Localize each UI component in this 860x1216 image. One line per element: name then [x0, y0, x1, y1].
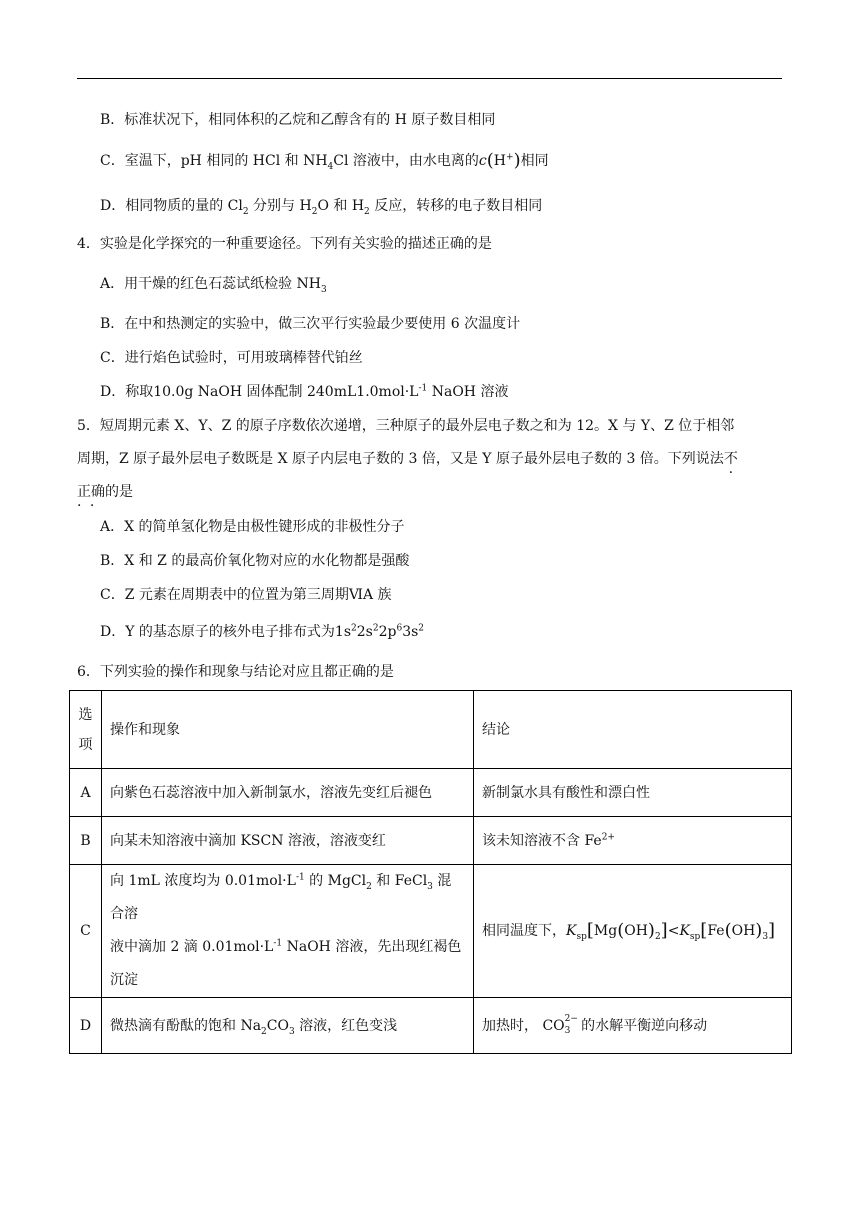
- row-operation: 微热滴有酚酞的饱和 $Na_2CO_3$ 溶液，红色变浅: [102, 998, 474, 1054]
- table-row: [70, 865, 792, 998]
- q4-option-b: B．在中和热测定的实验中，做三次平行实验最少要使用 6 次温度计: [100, 316, 521, 332]
- q3-option-d: D．相同物质的量的 $Cl_2$ 分别与 $H_2O$ 和 $H_2$ 反应，转移的电子数目相同: [100, 198, 543, 217]
- q4-stem: 4．实验是化学探究的一种重要途径。下列有关实验的描述正确的是: [77, 236, 492, 252]
- header-rule: [77, 78, 782, 79]
- q6-stem: 6．下列实验的操作和现象与结论对应且都正确的是: [77, 664, 394, 680]
- row-option-label: B: [70, 817, 102, 865]
- row-conclusion: 加热时， CO 2− 3 的水解平衡逆向移动: [474, 998, 792, 1054]
- row-operation: 向 1mL 浓度均为 $0.01mol\cdot L^{-1}$ 的 MgCl$_2$ 和 FeCl$_3$ 混合溶 液中滴加 2 滴 $0.01mol\cdot L^{-1}$ NaOH 溶液，先出现红褐色 沉淀: [102, 865, 474, 998]
- q5-option-c: C．Z 元素在周期表中的位置为第三周期ⅥA 族: [100, 587, 392, 603]
- q5-option-d: D．Y 的基态原子的核外电子排布式为$1s^22s^22p^63s^2$: [100, 623, 425, 640]
- row-conclusion: 该未知溶液不含 $Fe^{2+}$: [474, 817, 792, 865]
- row-operation: 向某未知溶液中滴加 KSCN 溶液，溶液变红: [102, 817, 474, 865]
- row-conclusion: 新制氯水具有酸性和漂白性: [474, 769, 792, 817]
- table-row: [70, 769, 792, 817]
- q4-option-c: C．进行焰色试验时，可用玻璃棒替代铂丝: [100, 350, 363, 366]
- row-option-label: A: [70, 769, 102, 817]
- row-conclusion: 相同温度下，$K_{sp}[Mg(OH)_2]<K_{sp}[Fe(OH)_3]$: [474, 865, 792, 998]
- q4-option-a: A．用干燥的红色石蕊试纸检验 $NH_3$: [100, 276, 327, 295]
- q4-option-d: D．称取10.0g NaOH 固体配制 $240mL1.0mol\cdot L^{-1}$ NaOH 溶液: [100, 383, 509, 400]
- q3-option-c: C．室温下，pH 相同的 HCl 和 $NH_4Cl$ 溶液中，由水电离的c(H+)相同: [100, 150, 549, 172]
- row-option-label: C: [70, 865, 102, 998]
- table-row: [70, 817, 792, 865]
- header-operation: 操作和现象: [102, 691, 474, 769]
- q5-stem-line-3: 正确 · ·的是: [77, 482, 133, 502]
- q3-option-b: B．标准状况下，相同体积的乙烷和乙醇含有的 H 原子数目相同: [100, 112, 496, 128]
- q5-option-a: A．X 的简单氢化物是由极性键形成的非极性分子: [100, 519, 405, 535]
- q5-stem-line-1: 5．短周期元素 X、Y、Z 的原子序数依次递增，三种原子的最外层电子数之和为 12。X 与 Y、Z 位于相邻: [77, 418, 735, 434]
- q5-stem-line-2: 周期，Z 原子最外层电子数既是 X 原子内层电子数的 3 倍，又是 Y 原子最外层电子数的 3 倍。下列说法不: [77, 451, 738, 467]
- header-option: 选项: [70, 691, 102, 769]
- table-header-row: [70, 691, 792, 769]
- row-option-label: D: [70, 998, 102, 1054]
- header-conclusion: 结论: [474, 691, 792, 769]
- experiment-table: [69, 690, 792, 1054]
- table-row: [70, 998, 792, 1054]
- row-operation: 向紫色石蕊溶液中加入新制氯水，溶液先变红后褪色: [102, 769, 474, 817]
- q5-option-b: B．X 和 Z 的最高价氧化物对应的水化物都是强酸: [100, 553, 410, 569]
